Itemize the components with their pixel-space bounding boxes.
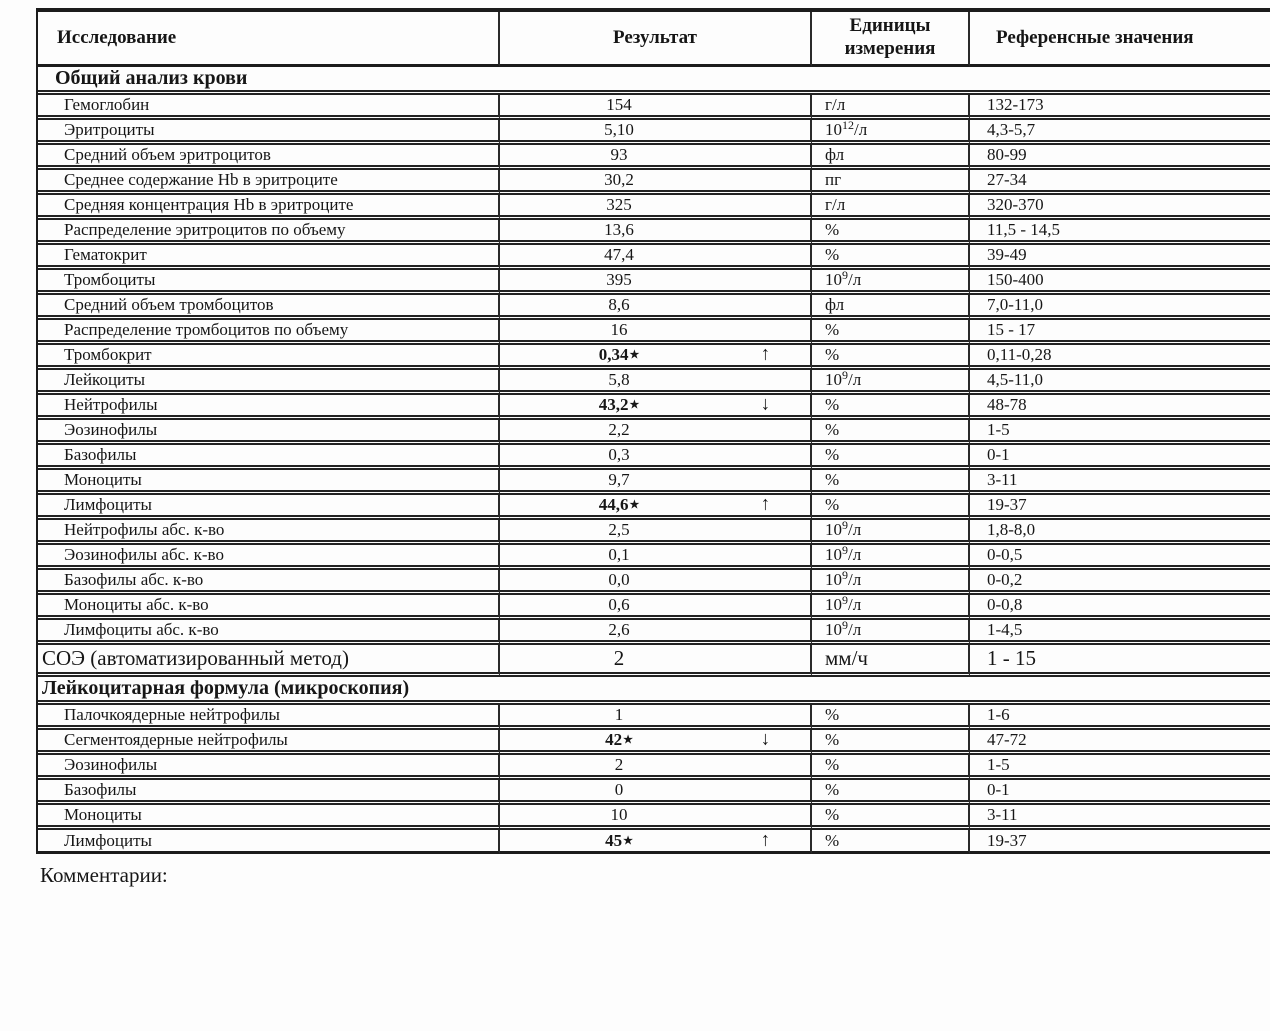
result-value: 0,1 [608, 545, 630, 564]
result-cell [500, 620, 812, 645]
units-cell: фл [812, 295, 970, 320]
table-row [38, 520, 1270, 545]
test-name: Лейкоциты [38, 370, 500, 395]
test-name: Среднее содержание Hb в эритроците [38, 170, 500, 195]
table-row [38, 95, 1270, 120]
result-cell [500, 805, 812, 830]
table-row [38, 705, 1270, 730]
units-cell: фл [812, 145, 970, 170]
reference-range: 48-78 [970, 395, 1270, 420]
result-value: 30,2 [604, 170, 634, 189]
table-row [38, 245, 1270, 270]
arrow-up-icon: ↑ [760, 493, 770, 515]
result-value: 13,6 [604, 220, 634, 239]
lab-results-table [36, 8, 1270, 854]
reference-range: 7,0-11,0 [970, 295, 1270, 320]
result-value: 44,6★ [598, 495, 640, 514]
result-value: 2,6 [608, 620, 630, 639]
result-cell [500, 645, 812, 677]
reference-range: 1-5 [970, 755, 1270, 780]
units-cell: $10^{12}/л$ [812, 120, 970, 145]
units-cell: $10^9/л$ [812, 370, 970, 395]
result-value: 154 [606, 95, 632, 114]
units-cell: г/л [812, 95, 970, 120]
test-name: Тромбокрит [38, 345, 500, 370]
units-cell: г/л [812, 195, 970, 220]
result-cell [500, 345, 812, 370]
units-cell: $10^9/л$ [812, 595, 970, 620]
units-exponent: 9 [842, 618, 848, 632]
table-row [38, 620, 1270, 645]
reference-range: 15 - 17 [970, 320, 1270, 345]
reference-range: 0-1 [970, 780, 1270, 805]
units-cell: % [812, 830, 970, 854]
reference-range: 47-72 [970, 730, 1270, 755]
result-value: 0 [614, 780, 624, 799]
result-cell [500, 495, 812, 520]
result-value: 0,34★ [598, 345, 640, 364]
test-name: Эритроциты [38, 120, 500, 145]
reference-range: 80-99 [970, 145, 1270, 170]
result-value: 8,6 [608, 295, 630, 314]
result-value: 2,5 [608, 520, 630, 539]
units-exponent: 9 [842, 268, 848, 282]
reference-range: 27-34 [970, 170, 1270, 195]
result-cell [500, 370, 812, 395]
reference-range: 150-400 [970, 270, 1270, 295]
table-row [38, 780, 1270, 805]
result-value: 325 [606, 195, 632, 214]
col-header-test: Исследование [38, 12, 500, 67]
test-name: Нейтрофилы [38, 395, 500, 420]
lab-report-page [36, 8, 1194, 888]
units-exponent: 9 [842, 568, 848, 582]
reference-range: 4,5-11,0 [970, 370, 1270, 395]
table-row [38, 120, 1270, 145]
table-row [38, 345, 1270, 370]
reference-range: 1,8-8,0 [970, 520, 1270, 545]
result-cell [500, 95, 812, 120]
reference-range: 132-173 [970, 95, 1270, 120]
table-row [38, 270, 1270, 295]
result-cell [500, 120, 812, 145]
reference-range: 39-49 [970, 245, 1270, 270]
result-cell [500, 445, 812, 470]
result-cell [500, 295, 812, 320]
reference-range: 0-0,8 [970, 595, 1270, 620]
units-exponent: 9 [842, 543, 848, 557]
units-cell: $10^9/л$ [812, 520, 970, 545]
result-value: 43,2★ [598, 395, 640, 414]
result-cell [500, 730, 812, 755]
result-value: 16 [610, 320, 628, 339]
table-row [38, 595, 1270, 620]
star-flag-icon: ★ [629, 349, 640, 361]
result-value: 0,3 [608, 445, 630, 464]
units-cell: % [812, 730, 970, 755]
arrow-up-icon: ↑ [760, 343, 770, 365]
units-cell: % [812, 395, 970, 420]
table-row [38, 495, 1270, 520]
reference-range: 1-4,5 [970, 620, 1270, 645]
result-cell [500, 705, 812, 730]
units-cell: % [812, 420, 970, 445]
section-title: Общий анализ крови [38, 67, 1270, 95]
reference-range: 3-11 [970, 470, 1270, 495]
result-cell [500, 195, 812, 220]
result-cell [500, 220, 812, 245]
header-row [38, 12, 1270, 67]
result-cell [500, 170, 812, 195]
table-row [38, 170, 1270, 195]
test-name: Гематокрит [38, 245, 500, 270]
table-row [38, 830, 1270, 854]
reference-range: 3-11 [970, 805, 1270, 830]
result-value: 10 [610, 805, 628, 824]
units-cell: % [812, 495, 970, 520]
section-header-row [38, 67, 1270, 95]
result-value: 93 [610, 145, 628, 164]
test-name: Нейтрофилы абс. к-во [38, 520, 500, 545]
reference-range: 0-0,2 [970, 570, 1270, 595]
arrow-down-icon: ↓ [760, 728, 770, 750]
test-name: Базофилы [38, 780, 500, 805]
result-cell [500, 245, 812, 270]
result-cell [500, 595, 812, 620]
reference-range: 11,5 - 14,5 [970, 220, 1270, 245]
units-cell: % [812, 755, 970, 780]
result-cell [500, 780, 812, 805]
test-name: Эозинофилы [38, 420, 500, 445]
test-name: Средняя концентрация Hb в эритроците [38, 195, 500, 220]
result-value: 5,10 [604, 120, 634, 139]
lab-table-body [38, 67, 1270, 854]
reference-range: 320-370 [970, 195, 1270, 220]
star-flag-icon: ★ [623, 734, 633, 746]
units-cell: % [812, 780, 970, 805]
reference-range: 1-6 [970, 705, 1270, 730]
result-value: 45★ [605, 830, 633, 850]
section-header-row [38, 677, 1270, 705]
table-row [38, 370, 1270, 395]
table-row [38, 195, 1270, 220]
result-cell [500, 420, 812, 445]
star-flag-icon: ★ [623, 834, 633, 847]
table-row [38, 645, 1270, 677]
test-name: Эозинофилы абс. к-во [38, 545, 500, 570]
test-name: Средний объем эритроцитов [38, 145, 500, 170]
units-cell: % [812, 220, 970, 245]
test-name: Лимфоциты абс. к-во [38, 620, 500, 645]
units-cell: % [812, 345, 970, 370]
table-row [38, 395, 1270, 420]
star-flag-icon: ★ [629, 399, 640, 411]
result-value: 2,2 [608, 420, 630, 439]
reference-range: 1 - 15 [970, 645, 1270, 677]
test-name: Гемоглобин [38, 95, 500, 120]
result-cell [500, 470, 812, 495]
result-value: 47,4 [604, 245, 634, 264]
result-cell [500, 520, 812, 545]
units-exponent: 9 [842, 368, 848, 382]
units-cell: мм/ч [812, 645, 970, 677]
table-row [38, 145, 1270, 170]
test-name: Моноциты [38, 470, 500, 495]
arrow-down-icon: ↓ [760, 393, 770, 415]
units-cell: % [812, 705, 970, 730]
result-value: 1 [614, 705, 624, 724]
test-name: Распределение тромбоцитов по объему [38, 320, 500, 345]
table-row [38, 570, 1270, 595]
test-name: Распределение эритроцитов по объему [38, 220, 500, 245]
units-cell: % [812, 245, 970, 270]
test-name: Сегментоядерные нейтрофилы [38, 730, 500, 755]
units-cell: $10^9/л$ [812, 620, 970, 645]
test-name: Лимфоциты [38, 495, 500, 520]
arrow-up-icon: ↑ [760, 829, 770, 851]
result-value: 0,6 [608, 595, 630, 614]
test-name: Палочкоядерные нейтрофилы [38, 705, 500, 730]
units-cell: пг [812, 170, 970, 195]
reference-range: 1-5 [970, 420, 1270, 445]
reference-range: 4,3-5,7 [970, 120, 1270, 145]
result-cell [500, 755, 812, 780]
result-value: 2 [614, 755, 624, 774]
table-row [38, 320, 1270, 345]
test-name: Лимфоциты [38, 830, 500, 854]
reference-range: 19-37 [970, 830, 1270, 854]
col-header-reference: Референсные значения [970, 12, 1270, 67]
result-cell [500, 545, 812, 570]
test-name: Моноциты абс. к-во [38, 595, 500, 620]
reference-range: 0-1 [970, 445, 1270, 470]
units-cell: % [812, 470, 970, 495]
result-cell [500, 320, 812, 345]
units-cell: % [812, 445, 970, 470]
table-row [38, 545, 1270, 570]
test-name: Базофилы абс. к-во [38, 570, 500, 595]
section-title: Лейкоцитарная формула (микроскопия) [38, 677, 1270, 705]
result-cell [500, 145, 812, 170]
col-header-units: Единицы измерения [812, 12, 970, 67]
table-row [38, 805, 1270, 830]
units-exponent: 9 [842, 593, 848, 607]
units-cell: $10^9/л$ [812, 270, 970, 295]
table-row [38, 755, 1270, 780]
result-cell [500, 830, 812, 854]
test-name: СОЭ (автоматизированный метод) [38, 645, 500, 677]
result-value: 2 [613, 646, 625, 670]
test-name: Эозинофилы [38, 755, 500, 780]
units-cell: % [812, 320, 970, 345]
units-exponent: 12 [842, 118, 854, 132]
reference-range: 0-0,5 [970, 545, 1270, 570]
result-cell [500, 395, 812, 420]
units-cell: $10^9/л$ [812, 570, 970, 595]
table-row [38, 470, 1270, 495]
table-row [38, 220, 1270, 245]
table-row [38, 420, 1270, 445]
test-name: Моноциты [38, 805, 500, 830]
result-cell [500, 270, 812, 295]
units-cell: % [812, 805, 970, 830]
result-value: 42★ [605, 730, 633, 749]
test-name: Средний объем тромбоцитов [38, 295, 500, 320]
test-name: Тромбоциты [38, 270, 500, 295]
table-row [38, 295, 1270, 320]
star-flag-icon: ★ [629, 499, 640, 511]
table-row [38, 445, 1270, 470]
reference-range: 0,11-0,28 [970, 345, 1270, 370]
units-cell: $10^9/л$ [812, 545, 970, 570]
result-value: 9,7 [608, 470, 630, 489]
result-value: 0,0 [608, 570, 630, 589]
reference-range: 19-37 [970, 495, 1270, 520]
comments-label: Комментарии: [40, 863, 168, 888]
result-value: 5,8 [608, 370, 630, 389]
units-exponent: 9 [842, 518, 848, 532]
result-cell [500, 570, 812, 595]
col-header-result: Результат [500, 12, 812, 67]
table-row [38, 730, 1270, 755]
result-value: 395 [606, 270, 632, 289]
test-name: Базофилы [38, 445, 500, 470]
